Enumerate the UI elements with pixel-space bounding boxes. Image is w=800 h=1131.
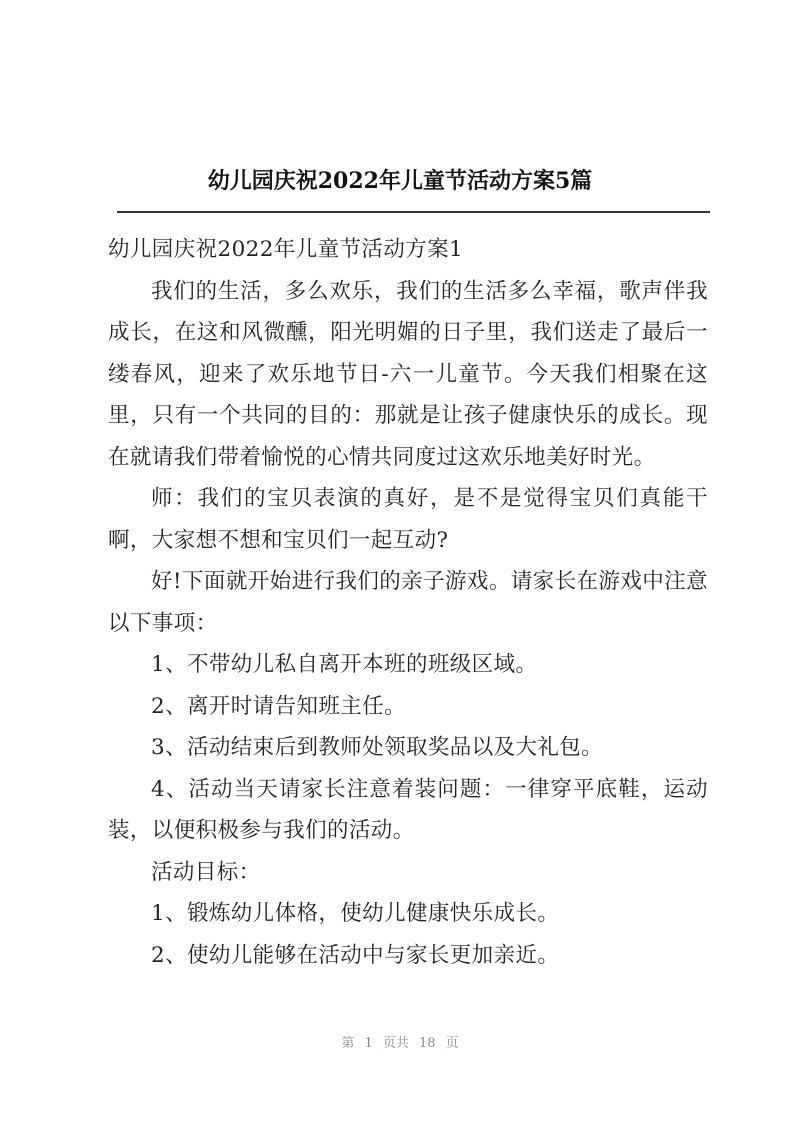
list-item: 4、活动当天请家长注意着装问题：一律穿平底鞋，运动装，以便积极参与我们的活动。 [108,776,708,843]
subheading: 活动目标： [151,859,261,885]
title-divider [117,211,710,213]
section-heading: 幼儿园庆祝2022年儿童节活动方案1 [108,237,464,262]
paragraph: 师：我们的宝贝表演的真好，是不是觉得宝贝们真能干啊，大家想不想和宝贝们一起互动? [108,486,708,553]
page-number: 第 1 页共 18 页 [341,1036,459,1051]
list-item: 1、锻炼幼儿体格，使幼儿健康快乐成长。 [151,901,560,926]
list-item: 2、离开时请告知班主任。 [151,693,406,719]
list-item: 1、不带幼儿私自离开本班的班级区域。 [151,652,538,677]
paragraph: 我们的生活，多么欢乐，我们的生活多么幸福，歌声伴我成长，在这和风微醺，阳光明媚的日子里，我们送走了最后一缕春风，迎来了欢乐地节日-六一儿童节。今天我们相聚在这里，只有一个共同的目的：那就是让孩子健康快乐的成长。现在就请我们带着愉悦的心情共同度过这欢乐地美好时光。 [108,278,708,470]
paragraph: 好!下面就开始进行我们的亲子游戏。请家长在游戏中注意以下事项： [108,569,708,636]
document-title: 幼儿园庆祝2022年儿童节活动方案5篇 [207,168,593,194]
document-body [108,229,708,976]
list-item: 2、使幼儿能够在活动中与家长更加亲近。 [151,942,560,968]
list-item: 3、活动结束后到教师处领取奖品以及大礼包。 [151,735,604,760]
